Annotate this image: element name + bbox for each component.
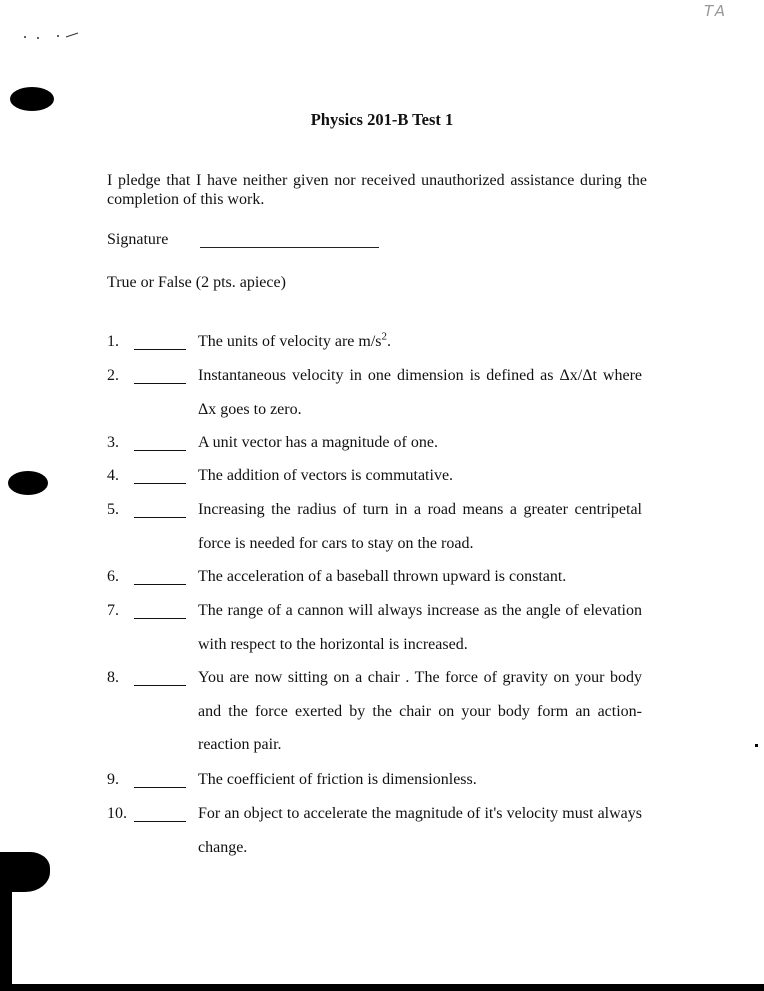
question-text: For an object to accelerate the magnitude of it's velocity must always change. [198, 805, 642, 856]
scan-specks [22, 28, 82, 38]
question-text: Increasing the radius of turn in a road means a greater centripetal force is needed for cars to stay on the road. [198, 501, 642, 552]
answer-blank[interactable] [134, 787, 186, 788]
question-text: You are now sitting on a chair . The force of gravity on your body and the force exerted by the chair on your body form an action-reaction pair. [198, 669, 642, 753]
question-number: 7. [107, 602, 119, 619]
question-number: 3. [107, 434, 119, 451]
question-number: 6. [107, 568, 119, 585]
question-number: 9. [107, 771, 119, 788]
question-text: A unit vector has a magnitude of one. [198, 434, 438, 451]
question-text: The coefficient of friction is dimensionless. [198, 771, 477, 788]
punch-hole-top [10, 87, 54, 111]
question-text: The acceleration of a baseball thrown upward is constant. [198, 568, 567, 585]
bottom-scan-edge [0, 984, 764, 991]
answer-blank[interactable] [134, 618, 186, 619]
question-number: 1. [107, 333, 119, 350]
answer-blank[interactable] [134, 450, 186, 451]
question-number: 5. [107, 501, 119, 518]
question-number: 2. [107, 367, 119, 384]
page-title: Physics 201-B Test 1 [310, 110, 454, 129]
question-text: The range of a cannon will always increase as the angle of elevation with respect to the horizontal is increased. [198, 602, 642, 653]
pledge-statement: I pledge that I have neither given nor received unauthorized assistance during the completion of this work. [107, 172, 647, 208]
question-text: The addition of vectors is commutative. [198, 467, 454, 484]
signature-line[interactable] [200, 247, 379, 248]
question-text: The units of velocity are $m/s^2$. [198, 330, 392, 350]
section-heading: True or False (2 pts. apiece) [107, 274, 286, 291]
answer-blank[interactable] [134, 584, 186, 585]
answer-blank[interactable] [134, 483, 186, 484]
answer-blank[interactable] [134, 349, 186, 350]
answer-blank[interactable] [134, 517, 186, 518]
answer-blank[interactable] [134, 821, 186, 822]
right-edge-dot [755, 744, 758, 747]
question-text: Instantaneous velocity in one dimension is defined as Δx/Δt where Δx goes to zero. [198, 367, 642, 418]
punch-hole-middle [8, 471, 48, 495]
corner-mark: TA [703, 2, 728, 20]
left-scan-edge [0, 880, 12, 991]
answer-blank[interactable] [134, 685, 186, 686]
question-number: 10. [107, 805, 127, 822]
signature-label: Signature [107, 231, 169, 248]
question-number: 4. [107, 467, 119, 484]
answer-blank[interactable] [134, 383, 186, 384]
question-number: 8. [107, 669, 119, 686]
